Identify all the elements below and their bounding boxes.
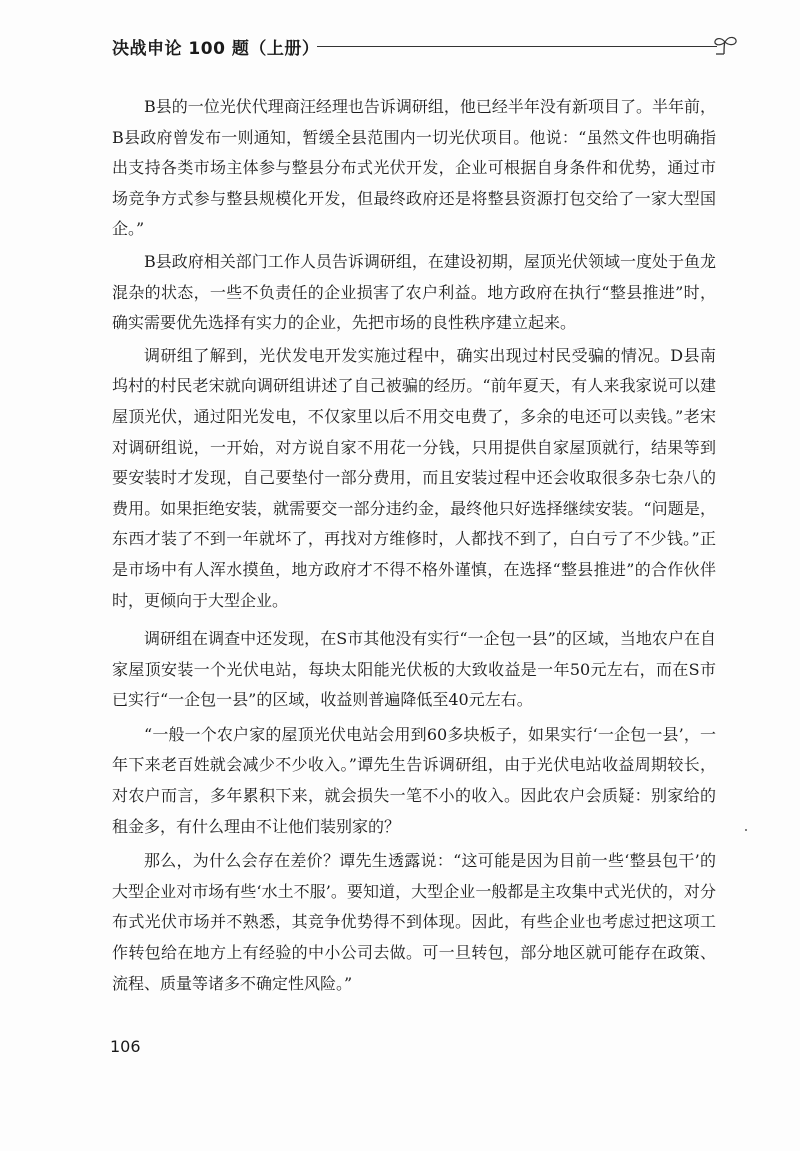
- paragraph: B县政府相关部门工作人员告诉调研组，在建设初期，屋顶光伏领域一度处于鱼龙混杂的状态，一些不负责任的企业损害了农户利益。地方政府在执行“整县推进”时，确实需要优先选择有实力的企业，先把市场的良性秩序建立起来。: [112, 251, 716, 333]
- paragraph: 调研组了解到，光伏发电开发实施过程中，确实出现过村民受骗的情况。D县南坞村的村民老宋就向调研组讲述了自己被骗的经历。“前年夏天，有人来我家说可以建屋顶光伏，通过阳光发电，不仅家里以后不用交电费了，多余的电还可以卖钱。”老宋对调研组说，一开始，对方说自家不用花一分钱，只用提供自家屋顶就行，结果等到要安装时才发现，自己要垫付一部分费用，而且安装过程中还会收取很多杂七杂八的费用。如果拒绝安装，就需要交一部分违约金，最终他只好选择继续安装。“问题是，东西才装了不到一年就坏了，再找对方维修时，人都找不到了，白白亏了不少钱。”正是市场中有人浑水摸鱼，地方政府才不得不格外谨慎，在选择“整县推进”的合作伙伴时，更倾向于大型企业。: [112, 345, 716, 610]
- paragraph: 那么，为什么会存在差价？谭先生透露说：“这可能是因为目前一些‘整县包干’的大型企业对市场有些‘水土不服’。要知道，大型企业一般都是主攻集中式光伏的，对分布式光伏市场并不熟悉，其竞争优势得不到体现。因此，有些企业也考虑过把这项工作转包给在地方上有经验的中小公司去做。可一旦转包，部分地区就可能存在政策、流程、质量等诸多不确定性风险。”: [112, 851, 716, 993]
- page-number: 106: [110, 1037, 141, 1056]
- scan-speck: [745, 829, 747, 831]
- paragraph: 调研组在调查中还发现，在S市其他没有实行“一企包一县”的区域，当地农户在自家屋顶安装一个光伏电站，每块太阳能光伏板的大致收益是一年50元左右，而在S市已实行“一企包一县”的区域，收益则普遍降低至40元左右。: [112, 629, 716, 710]
- running-header: [112, 34, 752, 64]
- header-title: 决战申论 100 题（上册）: [112, 39, 320, 59]
- paragraph: B县的一位光伏代理商汪经理也告诉调研组，他已经半年没有新项目了。半年前，B县政府曾发布一则通知，暂缓全县范围内一切光伏项目。他说：“虽然文件也明确指出支持各类市场主体参与整县分布式光伏开发，企业可根据自身条件和优势，通过市场竞争方式参与整县规模化开发，但最终政府还是将整县资源打包交给了一家大型国企。”: [112, 97, 716, 239]
- header-rule: [317, 46, 717, 47]
- sprout-icon: [710, 34, 740, 58]
- body-text: [112, 92, 716, 1011]
- paragraph: “一般一个农户家的屋顶光伏电站会用到60多块板子，如果实行‘一企包一县’，一年下来老百姓就会减少不少收入。”谭先生告诉调研组，由于光伏电站收益周期较长，对农户而言，多年累积下来，就会损失一笔不小的收入。因此农户会质疑：别家给的租金多，有什么理由不让他们装别家的？: [112, 724, 716, 836]
